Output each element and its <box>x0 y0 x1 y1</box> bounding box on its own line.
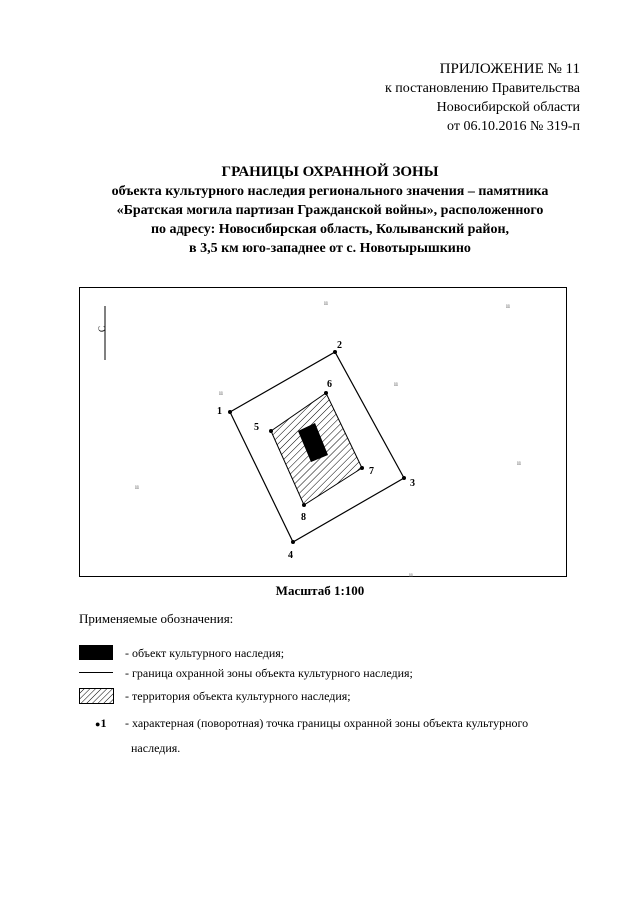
grass-mark: ıı <box>324 299 328 307</box>
map-scale: Масштаб 1:100 <box>275 583 365 598</box>
boundary-point-7 <box>360 466 364 470</box>
legend-symbol-territory <box>79 688 115 709</box>
legend-symbol-boundary <box>79 672 113 673</box>
boundary-point-4 <box>291 540 295 544</box>
document-title <box>40 163 620 258</box>
boundary-point-6 <box>324 391 328 395</box>
legend-text: - граница охранной зоны объекта культурного наследия; <box>125 666 413 680</box>
grass-mark: ıı <box>409 571 413 578</box>
point-label-4: 4 <box>288 550 293 561</box>
point-label-7: 7 <box>369 466 374 477</box>
grass-mark: ıı <box>394 380 398 388</box>
legend-text: - объект культурного наследия; <box>125 646 285 660</box>
title-line: объекта культурного наследия регионального значения – памятника <box>111 184 549 199</box>
north-arrow <box>97 306 107 360</box>
point-label-8: 8 <box>301 512 306 523</box>
grass-mark: ıı <box>517 459 521 467</box>
title-main: ГРАНИЦЫ ОХРАННОЙ ЗОНЫ <box>221 164 439 180</box>
legend-text-continued: наследия. <box>131 741 181 755</box>
grass-mark: ıı <box>219 389 223 397</box>
grass-mark: ıı <box>506 302 510 310</box>
legend-item-point <box>79 715 599 755</box>
appendix-header <box>280 60 580 136</box>
legend-text: - территория объекта культурного наследия; <box>125 689 351 703</box>
grass-mark: ıı <box>135 483 139 491</box>
boundary-map <box>79 287 567 577</box>
title-line: в 3,5 км юго-западнее от с. Новотырышкино <box>189 241 471 256</box>
title-line: «Братская могила партизан Гражданской войны», расположенного <box>116 203 544 218</box>
boundary-point-8 <box>302 503 306 507</box>
legend-text: - характерная (поворотная) точка границы охранной зоны объекта культурного <box>125 716 529 730</box>
legend-symbol-object <box>79 645 113 660</box>
point-label-6: 6 <box>327 379 332 390</box>
north-label: С <box>97 325 107 332</box>
map-canvas <box>80 288 568 578</box>
point-label-5: 5 <box>254 422 259 433</box>
boundary-point-5 <box>269 429 273 433</box>
title-line: по адресу: Новосибирская область, Колыванский район, <box>150 222 510 237</box>
point-label-2: 2 <box>337 340 342 351</box>
legend-point-number: 1 <box>100 716 107 730</box>
point-label-3: 3 <box>410 478 415 489</box>
appendix-number: ПРИЛОЖЕНИЕ № 11 <box>439 61 580 77</box>
legend-heading: Применяемые обозначения: <box>79 611 234 626</box>
legend-symbol-point: ●1 <box>95 716 107 730</box>
boundary-point-1 <box>228 410 232 414</box>
boundary-point-3 <box>402 476 406 480</box>
appendix-region: Новосибирской области <box>436 100 580 115</box>
appendix-date: от 06.10.2016 № 319-п <box>447 119 580 134</box>
appendix-resolution: к постановлению Правительства <box>384 81 580 96</box>
point-label-1: 1 <box>217 406 222 417</box>
